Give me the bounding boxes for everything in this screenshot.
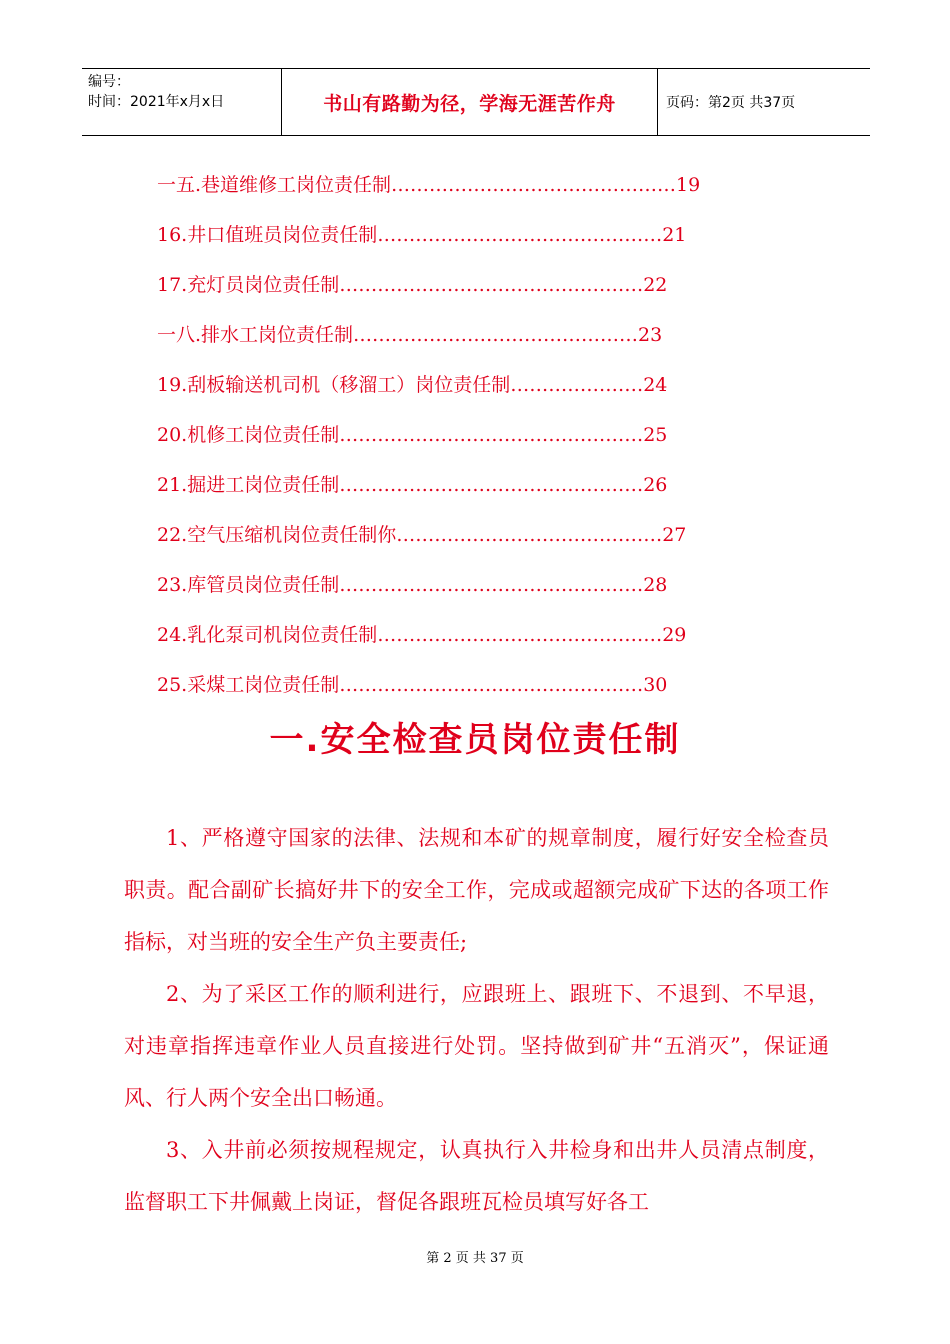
toc-entry-page: 29	[662, 624, 687, 646]
toc-entry-page: 19	[676, 174, 701, 196]
body-paragraph: 3、入井前必须按规程规定，认真执行入井检身和出井人员清点制度，监督职工下井佩戴上岗证，督促各跟班瓦检员填写好各工	[124, 1138, 829, 1214]
toc-entry-title: 22.空气压缩机岗位责任制你	[157, 524, 397, 546]
toc-entry[interactable]	[157, 368, 797, 418]
toc-entry-title: 24.乳化泵司机岗位责任制	[157, 624, 378, 646]
toc-entry[interactable]	[157, 268, 797, 318]
toc-entry-title: 一八.排水工岗位责任制	[157, 324, 354, 346]
toc-dot-leader: ………………………………………	[377, 224, 663, 246]
toc-entry-title: 19.刮板输送机司机（移溜工）岗位责任制	[157, 374, 511, 396]
toc-dot-leader: ………………………………………	[353, 324, 639, 346]
toc-entry-title: 21.掘进工岗位责任制	[157, 474, 340, 496]
toc-entry[interactable]	[157, 518, 797, 568]
toc-entry-page: 26	[643, 474, 668, 496]
toc-entry-page: 25	[643, 424, 668, 446]
page-footer: 第 2 页 共 37 页	[426, 1251, 524, 1266]
toc-entry-title: 一五.巷道维修工岗位责任制	[157, 174, 392, 196]
document-date-label: 时间：2021年x月x日	[88, 94, 225, 110]
toc-entry[interactable]	[157, 468, 797, 518]
toc-dot-leader: …………………………………………	[339, 274, 644, 296]
toc-entry[interactable]	[157, 618, 797, 668]
toc-entry-page: 21	[662, 224, 687, 246]
toc-entry-title: 16.井口值班员岗位责任制	[157, 224, 378, 246]
toc-entry-title: 17.充灯员岗位责任制	[157, 274, 340, 296]
document-header	[82, 68, 870, 136]
toc-dot-leader: …………………………………………	[339, 574, 644, 596]
toc-dot-leader: …………………………………………	[339, 424, 644, 446]
toc-entry[interactable]	[157, 218, 797, 268]
body-paragraph: 2、为了采区工作的顺利进行，应跟班上、跟班下、不退到、不早退，对违章指挥违章作业人员直接进行处罚。坚持做到矿井“五消灭”，保证通风、行人两个安全出口畅通。	[124, 982, 829, 1110]
header-meta-cell	[82, 69, 282, 135]
toc-entry[interactable]	[157, 568, 797, 618]
body-paragraph: 1、严格遵守国家的法律、法规和本矿的规章制度，履行好安全检查员职责。配合副矿长搞好井下的安全工作，完成或超额完成矿下达的各项工作指标，对当班的安全生产负主要责任;	[124, 826, 829, 954]
header-page-label: 页码：第2页 共37页	[666, 95, 796, 111]
toc-dot-leader: …………………………………………	[339, 474, 644, 496]
header-motto: 书山有路勤为径，学海无涯苦作舟	[323, 92, 616, 115]
section-heading: 一.安全检查员岗位责任制	[269, 720, 681, 760]
toc-entry-title: 20.机修工岗位责任制	[157, 424, 340, 446]
toc-dot-leader: …………………………………………	[339, 674, 644, 696]
toc-dot-leader: ………………………………………	[391, 174, 677, 196]
toc-dot-leader: ……………………………………	[396, 524, 663, 546]
document-number-label: 编号：	[88, 74, 130, 90]
table-of-contents	[157, 168, 797, 718]
section-body	[124, 812, 829, 1228]
header-motto-cell	[282, 69, 658, 135]
toc-entry[interactable]	[157, 168, 797, 218]
toc-entry-page: 22	[643, 274, 668, 296]
toc-entry-title: 23.库管员岗位责任制	[157, 574, 340, 596]
toc-dot-leader: ………………………………………	[377, 624, 663, 646]
toc-entry[interactable]	[157, 318, 797, 368]
toc-entry[interactable]	[157, 668, 797, 718]
toc-entry[interactable]	[157, 418, 797, 468]
toc-entry-page: 23	[638, 324, 663, 346]
header-page-cell	[658, 69, 870, 135]
toc-entry-title: 25.采煤工岗位责任制	[157, 674, 340, 696]
toc-entry-page: 28	[643, 574, 668, 596]
toc-entry-page: 30	[643, 674, 668, 696]
toc-entry-page: 24	[643, 374, 668, 396]
toc-entry-page: 27	[662, 524, 687, 546]
toc-dot-leader: …………………	[510, 374, 644, 396]
